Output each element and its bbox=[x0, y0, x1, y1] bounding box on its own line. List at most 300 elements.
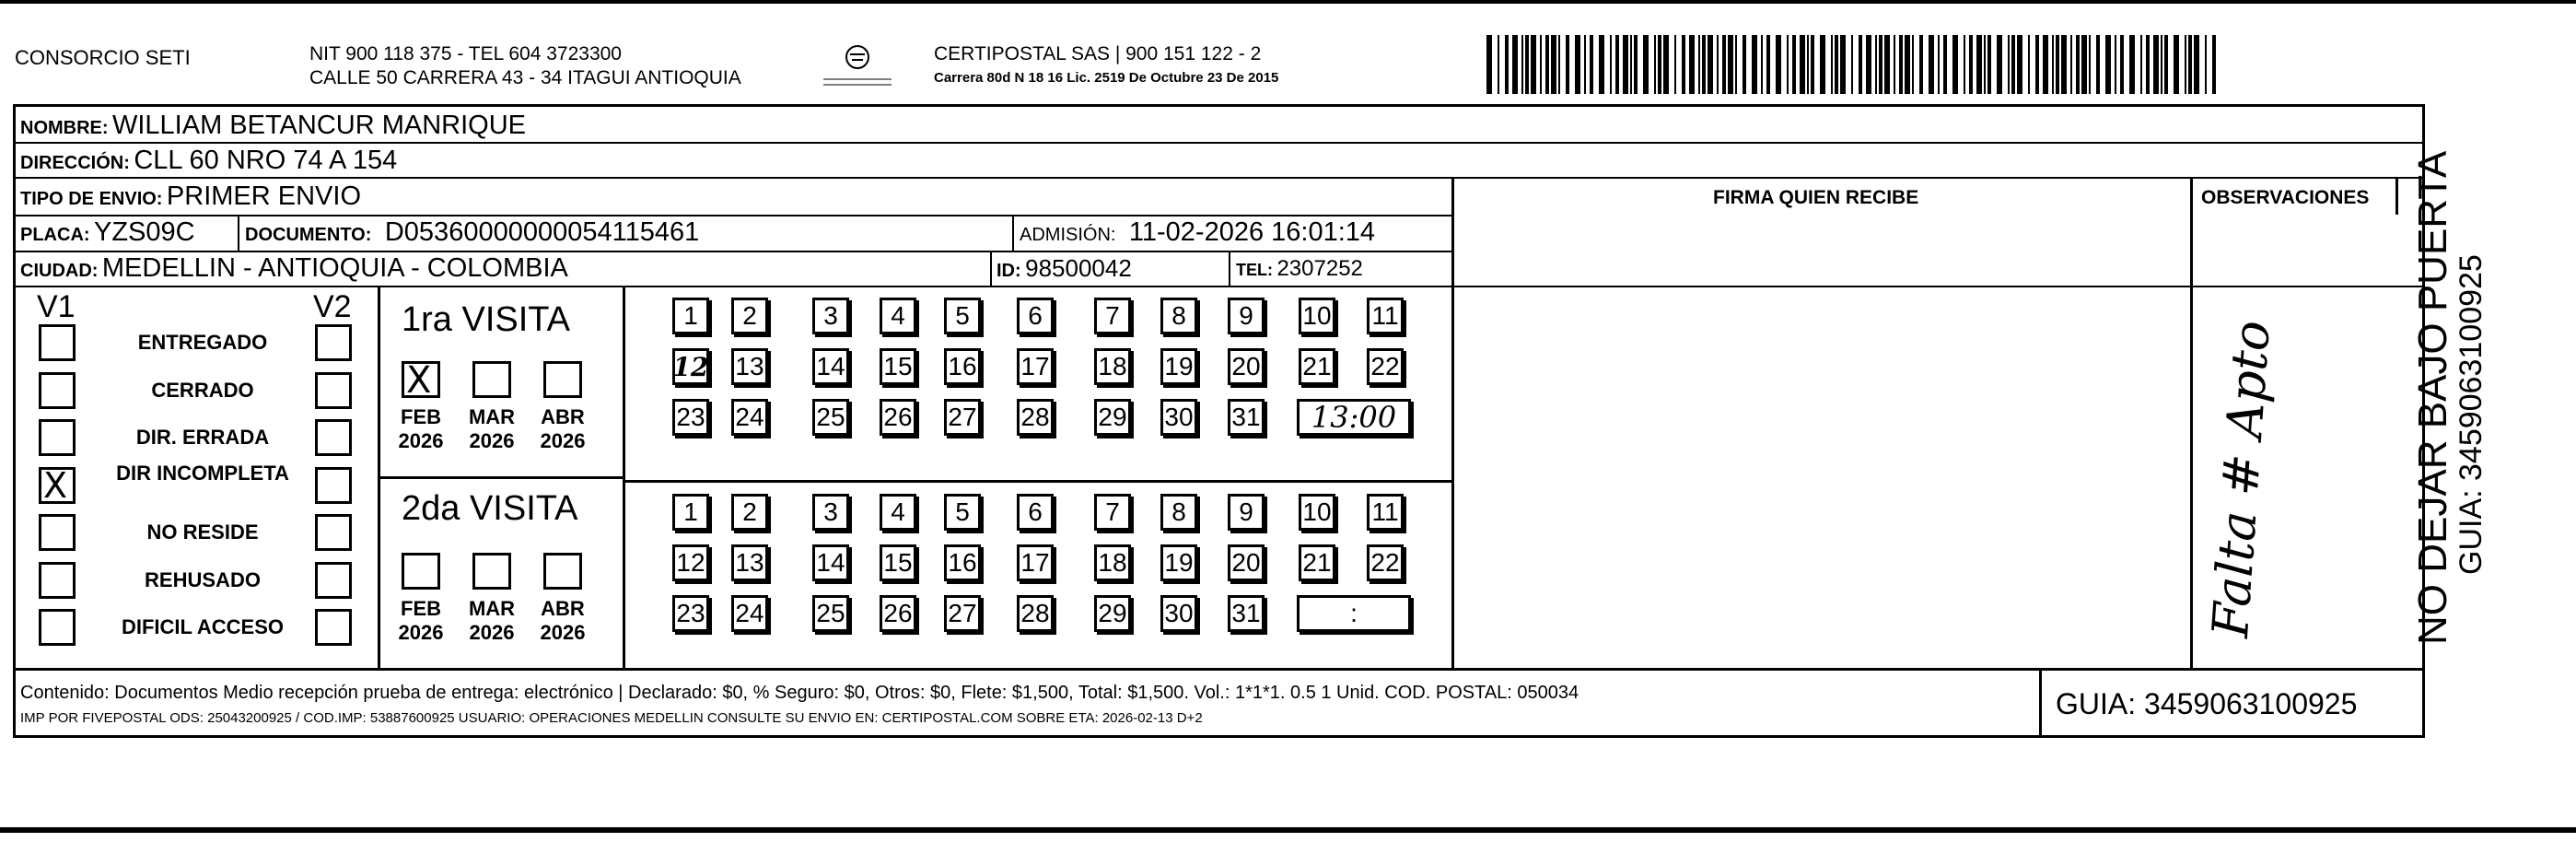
visit1-day-box[interactable] bbox=[1160, 348, 1197, 385]
barcode-bar bbox=[1859, 35, 1862, 94]
visit2-day-box[interactable] bbox=[1017, 544, 1054, 581]
barcode-bar bbox=[1551, 35, 1556, 94]
barcode-bar bbox=[2011, 35, 2015, 94]
visit2-day-box[interactable] bbox=[731, 494, 768, 531]
barcode-bar bbox=[1674, 35, 1676, 94]
barcode-bar bbox=[1663, 35, 1669, 94]
col-divider bbox=[1012, 215, 1014, 251]
visit2-day-box[interactable] bbox=[672, 544, 709, 581]
visit2-day-number: 22 bbox=[1370, 548, 1400, 577]
visit2-day-number: 26 bbox=[883, 599, 913, 627]
visit1-day-box[interactable] bbox=[1367, 348, 1404, 385]
visit2-day-number: 11 bbox=[1371, 497, 1399, 526]
visit2-month-checkbox[interactable] bbox=[402, 553, 440, 590]
barcode-bar bbox=[2017, 35, 2022, 94]
barcode-bar bbox=[1919, 35, 1923, 94]
barcode bbox=[1486, 35, 2220, 94]
visit1-day-box[interactable] bbox=[944, 399, 981, 436]
visit2-day-number: 31 bbox=[1231, 599, 1261, 627]
admision-label: ADMISIÓN: bbox=[1020, 225, 1116, 245]
visit2-day-box[interactable] bbox=[880, 494, 916, 531]
visit2-day-number: 1 bbox=[683, 497, 698, 526]
month-label: FEB bbox=[401, 405, 441, 428]
visit1-day-number: 28 bbox=[1020, 403, 1050, 431]
barcode-bar bbox=[2153, 35, 2159, 94]
visit1-day-box[interactable] bbox=[672, 298, 709, 334]
visit2-day-box[interactable] bbox=[812, 544, 849, 581]
barcode-bar bbox=[1558, 35, 1560, 94]
v2-checkbox[interactable] bbox=[315, 514, 352, 551]
visit2-day-number: 8 bbox=[1171, 497, 1186, 526]
visit1-month-checkbox[interactable] bbox=[543, 361, 582, 398]
v1-checkbox[interactable] bbox=[39, 419, 76, 456]
visit1-day-box[interactable] bbox=[880, 298, 916, 334]
year-label: 2026 bbox=[540, 621, 586, 644]
visit1-day-number: 21 bbox=[1302, 352, 1332, 380]
visit1-day-number: 20 bbox=[1231, 352, 1261, 380]
visit2-day-number: 3 bbox=[823, 497, 838, 526]
barcode-bar bbox=[1776, 35, 1781, 94]
visit1-day-number: 31 bbox=[1231, 403, 1261, 431]
barcode-bar bbox=[2043, 35, 2048, 94]
visit2-day-box[interactable] bbox=[880, 595, 916, 632]
visit1-day-number: 29 bbox=[1098, 403, 1127, 431]
visit1-day-box[interactable] bbox=[880, 399, 916, 436]
visit2-day-number: 21 bbox=[1302, 548, 1332, 577]
barcode-bar bbox=[1708, 35, 1713, 94]
barcode-bar bbox=[2028, 35, 2030, 94]
barcode-bar bbox=[2120, 35, 2124, 94]
barcode-bar bbox=[1575, 35, 1580, 94]
barcode-bar bbox=[1521, 35, 1523, 94]
visit2-time-box[interactable] bbox=[1297, 595, 1411, 632]
barcode-bar bbox=[2194, 35, 2199, 94]
barcode-bar bbox=[1735, 35, 1737, 94]
visit1-day-box[interactable] bbox=[1160, 399, 1197, 436]
visit1-day-box[interactable] bbox=[731, 399, 768, 436]
visit1-day-number: 1 bbox=[683, 301, 698, 330]
visit2-day-box[interactable] bbox=[1299, 544, 1335, 581]
visit2-day-number: 28 bbox=[1020, 599, 1050, 627]
placa-value: YZS09C bbox=[94, 217, 195, 247]
barcode-bar bbox=[2056, 35, 2059, 94]
certipostal-name: CERTIPOSTAL SAS | 900 151 122 - 2 bbox=[934, 43, 1262, 64]
visit2-day-box[interactable] bbox=[672, 494, 709, 531]
barcode-bar bbox=[2212, 35, 2216, 94]
visit1-day-number: 22 bbox=[1370, 352, 1400, 380]
visit2-day-number: 2 bbox=[742, 497, 757, 526]
barcode-bar bbox=[1969, 35, 1973, 94]
visit1-day-box[interactable] bbox=[672, 348, 709, 385]
visit2-day-number: 17 bbox=[1020, 548, 1050, 577]
visit1-day-number: 3 bbox=[823, 301, 838, 330]
status-label: ENTREGADO bbox=[137, 331, 268, 354]
direccion-row bbox=[20, 147, 397, 174]
barcode-bar bbox=[2146, 35, 2150, 94]
visit1-day-number: 25 bbox=[816, 403, 845, 431]
visit1-day-number: 12 bbox=[672, 351, 709, 382]
v1-checkbox[interactable] bbox=[39, 372, 76, 409]
barcode-bar bbox=[1912, 35, 1914, 94]
barcode-bar bbox=[1766, 35, 1770, 94]
visit2-day-box[interactable] bbox=[1017, 494, 1054, 531]
barcode-bar bbox=[1722, 35, 1726, 94]
visit1-day-number: 27 bbox=[948, 403, 977, 431]
observaciones-header: OBSERVACIONES bbox=[2201, 187, 2370, 208]
visit1-time-box[interactable] bbox=[1297, 399, 1411, 436]
barcode-bar bbox=[1952, 35, 1958, 94]
status-label: DIR. ERRADA bbox=[135, 426, 270, 449]
barcode-bar bbox=[2089, 35, 2091, 94]
col-divider bbox=[2190, 177, 2193, 669]
visit2-day-number: 10 bbox=[1302, 497, 1332, 526]
month-label: MAR bbox=[468, 405, 516, 428]
visit1-day-number: 8 bbox=[1171, 301, 1186, 330]
visit2-day-number: 16 bbox=[948, 548, 977, 577]
visit2-day-box[interactable] bbox=[1228, 595, 1265, 632]
tipo-value: PRIMER ENVIO bbox=[166, 181, 362, 211]
barcode-bar bbox=[1943, 35, 1947, 94]
visit2-day-box[interactable] bbox=[1228, 544, 1265, 581]
tipo-label: TIPO DE ENVIO: bbox=[20, 189, 163, 209]
barcode-bar bbox=[2140, 35, 2142, 94]
barcode-bar bbox=[1820, 35, 1825, 94]
barcode-bar bbox=[1792, 35, 1796, 94]
footer-contenido: Contenido: Documentos Medio recepción prueba de entrega: electrónico | Declarado: $0, % Seguro: $0, Otros: $0, Flete: $1,500, Total: $1,500. Vol.: 1*1*1. 0.5 1 Unid. COD. POSTAL: 050034 bbox=[20, 683, 1579, 703]
barcode-bar bbox=[1728, 35, 1733, 94]
side-warning: NO DEJAR BAJO PUERTA bbox=[2410, 150, 2455, 645]
barcode-bar bbox=[1761, 35, 1763, 94]
v1-checkbox[interactable] bbox=[39, 562, 76, 599]
visit1-day-box[interactable] bbox=[1228, 298, 1265, 334]
month-label: ABR bbox=[541, 405, 585, 428]
barcode-bar bbox=[1486, 35, 1492, 94]
barcode-bar bbox=[2205, 35, 2207, 94]
barcode-bar bbox=[1634, 35, 1638, 94]
barcode-bar bbox=[1654, 35, 1656, 94]
observation-handwriting: Falta # Apto bbox=[2201, 318, 2281, 640]
col-divider bbox=[2395, 177, 2398, 215]
barcode-bar bbox=[2096, 35, 2100, 94]
barcode-bar bbox=[1811, 35, 1814, 94]
barcode-bar bbox=[1964, 35, 1965, 94]
visit2-day-number: 12 bbox=[676, 548, 705, 577]
visit2-day-box[interactable] bbox=[672, 595, 709, 632]
barcode-graphic bbox=[1486, 35, 2220, 94]
visit2-day-number: 14 bbox=[816, 548, 845, 577]
visit2-day-box[interactable] bbox=[1094, 544, 1131, 581]
visit2-month-checkbox[interactable] bbox=[472, 553, 511, 590]
nombre-row bbox=[20, 112, 526, 139]
firma-header: FIRMA QUIEN RECIBE bbox=[1713, 187, 1919, 208]
month-label: MAR bbox=[468, 597, 516, 620]
col-divider bbox=[2039, 669, 2042, 738]
barcode-bar bbox=[1643, 35, 1649, 94]
address-line: CALLE 50 CARRERA 43 - 34 ITAGUI ANTIOQUIA bbox=[309, 67, 741, 88]
visit1-day-number: 11 bbox=[1371, 301, 1399, 330]
certipostal-address: Carrera 80d N 18 16 Lic. 2519 De Octubre 23 De 2015 bbox=[934, 70, 1279, 86]
visit2-day-box[interactable] bbox=[1160, 494, 1197, 531]
visit2-day-number: 25 bbox=[816, 599, 845, 627]
visit2-day-number: 9 bbox=[1239, 497, 1253, 526]
visit2-day-number: 15 bbox=[883, 548, 913, 577]
visit1-day-box[interactable] bbox=[1299, 298, 1335, 334]
ciudad-row bbox=[20, 255, 568, 282]
barcode-bar bbox=[1752, 35, 1757, 94]
visit2-day-box[interactable] bbox=[731, 595, 768, 632]
visit-divider bbox=[623, 286, 625, 669]
visit2-day-number: 20 bbox=[1231, 548, 1261, 577]
visit2-day-box[interactable] bbox=[731, 544, 768, 581]
visit2-day-box[interactable] bbox=[1094, 494, 1131, 531]
barcode-bar bbox=[1702, 35, 1706, 94]
barcode-bar bbox=[2164, 35, 2168, 94]
direccion-value: CLL 60 NRO 74 A 154 bbox=[134, 146, 398, 175]
barcode-bar bbox=[2008, 35, 2010, 94]
visit2-day-box[interactable] bbox=[812, 595, 849, 632]
visit1-day-box[interactable] bbox=[1094, 298, 1131, 334]
side-guia: GUIA: 3459063100925 bbox=[2454, 254, 2489, 575]
v2-checkbox[interactable] bbox=[315, 419, 352, 456]
visit1-day-box[interactable] bbox=[672, 399, 709, 436]
visit1-title: 1ra VISITA bbox=[402, 300, 571, 339]
visit2-day-box[interactable] bbox=[880, 544, 916, 581]
barcode-bar bbox=[1615, 35, 1619, 94]
barcode-bar bbox=[1525, 35, 1529, 94]
nit-line: NIT 900 118 375 - TEL 604 3723300 bbox=[309, 43, 622, 64]
visit1-day-number: 9 bbox=[1239, 301, 1253, 330]
barcode-bar bbox=[1566, 35, 1569, 94]
row-divider bbox=[13, 251, 1452, 252]
nombre-value: WILLIAM BETANCUR MANRIQUE bbox=[112, 111, 527, 140]
v2-checkbox[interactable] bbox=[315, 467, 352, 504]
barcode-bar bbox=[1599, 35, 1604, 94]
visit1-day-number: 7 bbox=[1105, 301, 1120, 330]
visit1-day-box[interactable] bbox=[812, 399, 849, 436]
visit1-day-box[interactable] bbox=[731, 298, 768, 334]
bottom-rule bbox=[0, 827, 2576, 833]
admision-value: 11-02-2026 16:01:14 bbox=[1128, 217, 1376, 247]
visit1-day-number: 14 bbox=[816, 352, 845, 380]
footer-impresion: IMP POR FIVEPOSTAL ODS: 25043200925 / COD.IMP: 53887600925 USUARIO: OPERACIONES MEDELLIN CONSULTE SU ENVIO EN: CERTIPOSTAL.COM SOBRE ETA: 2026-02-13 D+2 bbox=[20, 710, 1203, 726]
visit1-day-box[interactable] bbox=[880, 348, 916, 385]
visit1-day-box[interactable] bbox=[1160, 298, 1197, 334]
visit2-day-number: 7 bbox=[1105, 497, 1120, 526]
barcode-bar bbox=[1800, 35, 1805, 94]
ciudad-label: CIUDAD: bbox=[20, 261, 99, 281]
visit1-day-number: 16 bbox=[948, 352, 977, 380]
barcode-bar bbox=[1905, 35, 1910, 94]
col-divider bbox=[990, 251, 992, 287]
barcode-bar bbox=[1540, 35, 1542, 94]
barcode-bar bbox=[2076, 35, 2080, 94]
barcode-bar bbox=[2188, 35, 2192, 94]
v1-checkbox[interactable] bbox=[39, 324, 76, 361]
ciudad-value: MEDELLIN - ANTIOQUIA - COLOMBIA bbox=[101, 253, 568, 283]
visit1-day-box[interactable] bbox=[1299, 348, 1335, 385]
barcode-bar bbox=[1505, 35, 1509, 94]
barcode-bar bbox=[1879, 35, 1882, 94]
visit1-day-box[interactable] bbox=[1367, 298, 1404, 334]
barcode-bar bbox=[1894, 35, 1895, 94]
id-value: 98500042 bbox=[1025, 254, 1132, 282]
visit2-day-number: 18 bbox=[1098, 548, 1127, 577]
barcode-bar bbox=[1610, 35, 1612, 94]
visit2-day-box[interactable] bbox=[1094, 595, 1131, 632]
visit2-day-box[interactable] bbox=[1367, 494, 1404, 531]
visit2-day-box[interactable] bbox=[1228, 494, 1265, 531]
barcode-bar bbox=[2052, 35, 2054, 94]
status-label: REHUSADO bbox=[145, 567, 261, 591]
documento-value: D05360000000054115461 bbox=[384, 217, 700, 247]
v1-checkbox[interactable] bbox=[39, 464, 76, 506]
barcode-bar bbox=[1875, 35, 1877, 94]
visit2-day-box[interactable] bbox=[1017, 595, 1054, 632]
row-divider bbox=[13, 177, 2425, 179]
barcode-bar bbox=[1884, 35, 1890, 94]
visit2-day-box[interactable] bbox=[1367, 544, 1404, 581]
visit1-day-number: 4 bbox=[891, 301, 905, 330]
status-label: CERRADO bbox=[151, 378, 254, 402]
visit2-day-number: 6 bbox=[1028, 497, 1043, 526]
visit1-day-box[interactable] bbox=[1228, 399, 1265, 436]
v1-header: V1 bbox=[37, 289, 76, 324]
visit1-day-number: 18 bbox=[1098, 352, 1127, 380]
barcode-bar bbox=[1743, 35, 1746, 94]
footer-guia: GUIA: 3459063100925 bbox=[2056, 687, 2358, 720]
visit1-day-box[interactable] bbox=[812, 298, 849, 334]
visit2-day-number: 24 bbox=[735, 599, 764, 627]
barcode-bar bbox=[1851, 35, 1853, 94]
visit2-day-box[interactable] bbox=[1299, 494, 1335, 531]
visit1-month-mark: X bbox=[406, 359, 432, 402]
barcode-bar bbox=[1899, 35, 1903, 94]
v2-checkbox[interactable] bbox=[315, 324, 352, 361]
barcode-bar bbox=[1531, 35, 1536, 94]
barcode-bar bbox=[1717, 35, 1719, 94]
visit2-day-number: 13 bbox=[735, 548, 764, 577]
barcode-bar bbox=[1584, 35, 1586, 94]
id-row bbox=[997, 256, 1132, 280]
month-label: ABR bbox=[541, 597, 585, 620]
status-label: DIFICIL ACCESO bbox=[121, 615, 284, 638]
visit1-day-number: 10 bbox=[1302, 301, 1332, 330]
visit1-day-number: 2 bbox=[742, 301, 757, 330]
visit2-day-box[interactable] bbox=[1160, 544, 1197, 581]
visit2-day-number: 27 bbox=[948, 599, 977, 627]
visit1-month-checkbox[interactable] bbox=[472, 361, 511, 398]
visit2-day-box[interactable] bbox=[944, 494, 981, 531]
year-label: 2026 bbox=[540, 429, 586, 452]
visit1-day-box[interactable] bbox=[1017, 298, 1054, 334]
barcode-bar bbox=[1866, 35, 1871, 94]
company-name: CONSORCIO SETI bbox=[15, 46, 191, 69]
tipo-row bbox=[20, 183, 361, 210]
barcode-bar bbox=[1835, 35, 1838, 94]
v1-checkbox[interactable] bbox=[39, 514, 76, 551]
visit-divider bbox=[623, 480, 1454, 483]
barcode-bar bbox=[2129, 35, 2135, 94]
barcode-bar bbox=[1498, 35, 1499, 94]
visit1-day-number: 17 bbox=[1020, 352, 1050, 380]
visit2-month-checkbox[interactable] bbox=[543, 553, 582, 590]
v2-checkbox[interactable] bbox=[315, 562, 352, 599]
visit2-day-box[interactable] bbox=[812, 494, 849, 531]
barcode-bar bbox=[1929, 35, 1934, 94]
visit1-day-box[interactable] bbox=[1094, 399, 1131, 436]
barcode-bar bbox=[2035, 35, 2039, 94]
barcode-bar bbox=[2070, 35, 2072, 94]
status-label: DIR INCOMPLETA bbox=[116, 461, 289, 485]
barcode-bar bbox=[1787, 35, 1789, 94]
visit1-day-box[interactable] bbox=[944, 348, 981, 385]
barcode-bar bbox=[2161, 35, 2162, 94]
id-label: ID: bbox=[997, 261, 1021, 281]
v2-header: V2 bbox=[313, 289, 352, 324]
placa-row bbox=[20, 219, 195, 246]
v2-checkbox[interactable] bbox=[315, 609, 352, 646]
visit1-day-box[interactable] bbox=[944, 298, 981, 334]
visit2-day-box[interactable] bbox=[944, 595, 981, 632]
visit1-time-value: 13:00 bbox=[1311, 400, 1397, 435]
visit1-day-number: 5 bbox=[955, 301, 970, 330]
barcode-bar bbox=[1630, 35, 1632, 94]
certipostal-logo bbox=[816, 41, 899, 96]
v2-checkbox[interactable] bbox=[315, 372, 352, 409]
tel-value: 2307252 bbox=[1276, 256, 1363, 281]
admision-row bbox=[1020, 219, 1375, 246]
barcode-bar bbox=[1976, 35, 1982, 94]
visit1-day-box[interactable] bbox=[1017, 399, 1054, 436]
tel-label: TEL: bbox=[1236, 261, 1273, 279]
visit2-day-box[interactable] bbox=[944, 544, 981, 581]
documento-label: DOCUMENTO: bbox=[245, 225, 372, 245]
visit2-day-box[interactable] bbox=[1160, 595, 1197, 632]
documento-row bbox=[245, 219, 699, 246]
visit-divider bbox=[378, 476, 624, 479]
visit1-day-box[interactable] bbox=[1094, 348, 1131, 385]
visit1-day-box[interactable] bbox=[731, 348, 768, 385]
col-divider bbox=[1229, 251, 1230, 287]
year-label: 2026 bbox=[469, 429, 515, 452]
v1-checkbox[interactable] bbox=[39, 609, 76, 646]
visit2-day-number: 29 bbox=[1098, 599, 1127, 627]
visit1-day-box[interactable] bbox=[1228, 348, 1265, 385]
visit1-day-box[interactable] bbox=[812, 348, 849, 385]
barcode-bar bbox=[1590, 35, 1593, 94]
barcode-bar bbox=[1938, 35, 1940, 94]
visit1-day-number: 26 bbox=[883, 403, 913, 431]
visit2-day-number: 23 bbox=[676, 599, 705, 627]
visit1-day-number: 19 bbox=[1164, 352, 1194, 380]
visit1-day-box[interactable] bbox=[1017, 348, 1054, 385]
row-divider bbox=[13, 142, 2425, 144]
visit2-title: 2da VISITA bbox=[402, 489, 578, 528]
barcode-bar bbox=[1698, 35, 1700, 94]
visit2-time-value: : bbox=[1350, 599, 1358, 627]
visit1-day-number: 6 bbox=[1028, 301, 1043, 330]
month-label: FEB bbox=[401, 597, 441, 620]
visit1-day-number: 24 bbox=[735, 403, 764, 431]
visit1-month-checkbox[interactable] bbox=[402, 359, 440, 402]
visit2-day-number: 4 bbox=[891, 497, 905, 526]
year-label: 2026 bbox=[469, 621, 515, 644]
status-label: NO RESIDE bbox=[146, 520, 259, 544]
visit1-day-number: 13 bbox=[735, 352, 764, 380]
barcode-bar bbox=[1831, 35, 1833, 94]
barcode-bar bbox=[2061, 35, 2067, 94]
barcode-bar bbox=[1997, 35, 2002, 94]
